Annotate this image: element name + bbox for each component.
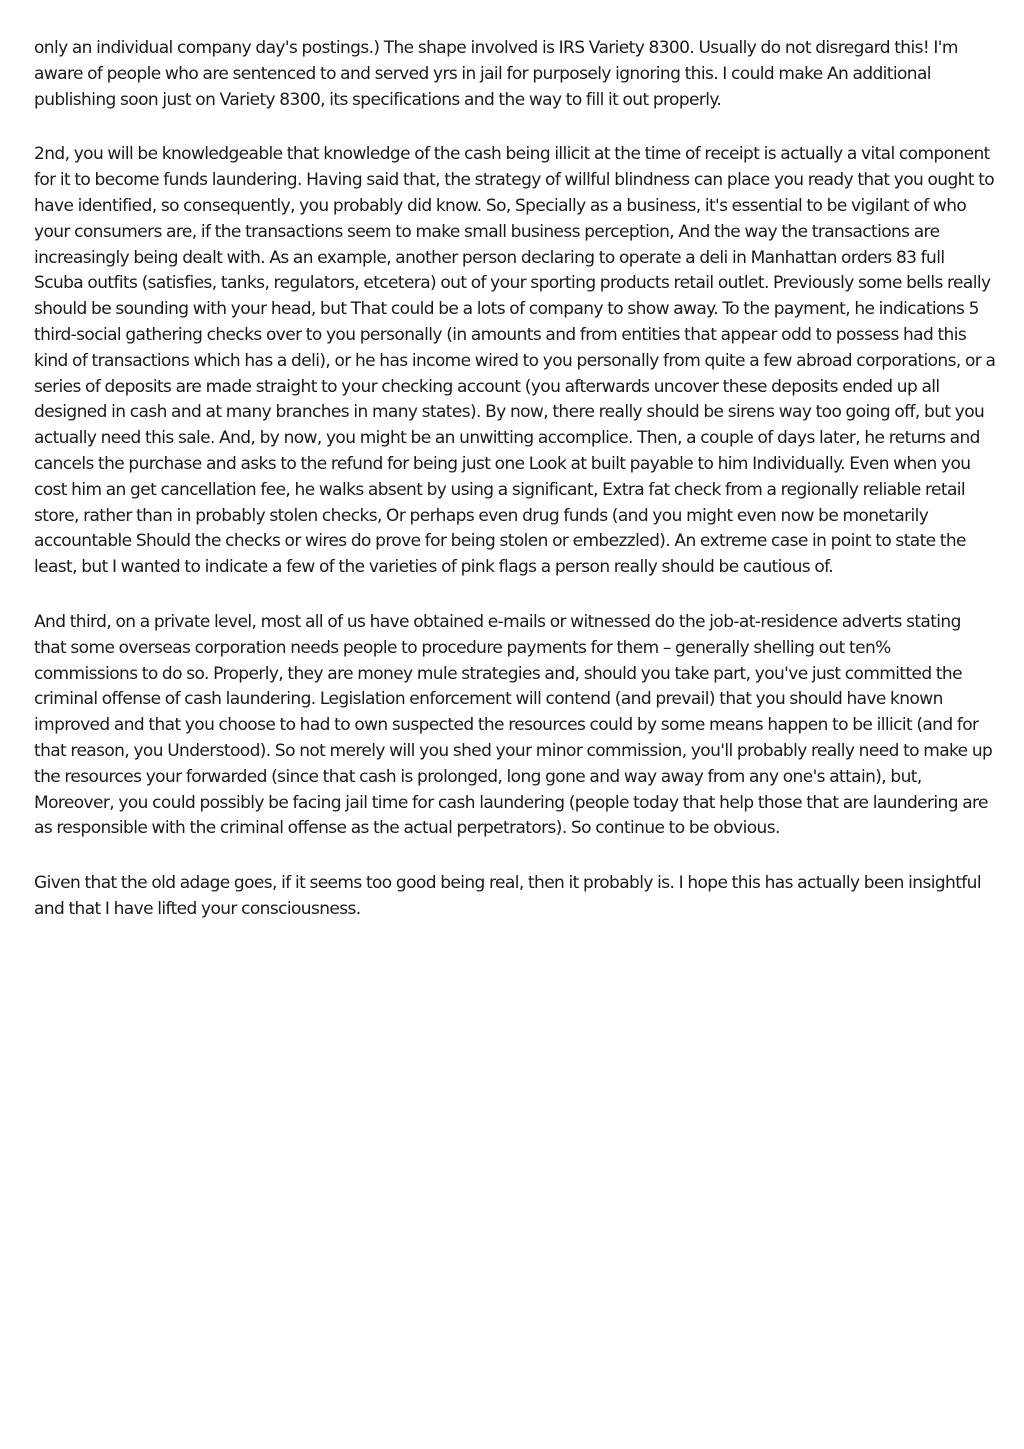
paragraph-3: And third, on a private level, most all of us have obtained e-mails or witnessed do the job-at-residence adverts stating that some overseas corporation needs people to procedure payments for them – generally shelling out ten% commissions to do so. Properly, they are money mule strategies and, should you take part, you've just committed the criminal offense of cash laundering. Legislation enforcement will contend (and prevail) that you should have known improved and that you choose to had to own suspected the resources could by some means happen to be illicit (and for that reason, you Understood). So not merely will you shed your minor commission, you'll probably really need to make up the resources your forwarded (since that cash is prolonged, long gone and way away from any one's attain), but, Moreover, you could possibly be facing jail time for cash laundering (people today that help those that are laundering are as responsible with the criminal offense as the actual perpetrators). So continue to be obvious. [34, 611, 993, 839]
paragraph-1: only an individual company day's postings.) The shape involved is IRS Variety 8300. Usually do not disregard this! I'm aware of people who are sentenced to and served yrs in jail for purposely ignoring this. I could make An additional publishing soon just on Variety 8300, its specifications and the way to fill it out properly. [34, 38, 958, 110]
paragraph-2: 2nd, you will be knowledgeable that knowledge of the cash being illicit at the time of receipt is actually a vital component for it to become funds laundering. Having said that, the strategy of willful blindness can place you ready that you ought to have identified, so consequently, you probably did know. So, Specially as a business, it's essential to be vigilant of who your consumers are, if the transactions seem to make small business perception, And the way the transactions are increasingly being dealt with. As an example, another person declaring to operate a deli in Manhattan orders 83 full Scuba outfits (satisfies, tanks, regulators, etcetera) out of your sporting products retail outlet. Previously some bells really should be sounding with your head, but That could be a lots of company to show away. To the payment, he indications 5 third-social gathering checks over to you personally (in amounts and from entities that appear odd to possess had this kind of transactions which has a deli), or he has income wired to you personally from quite a few abroad corporations, or a series of deposits are made straight to your checking account (you afterwards uncover these deposits ended up all designed in cash and at many branches in many states). By now, there really should be sirens way too going off, but you actually need this sale. And, by now, you might be an unwitting accomplice. Then, a couple of days later, he returns and cancels the purchase and asks to the refund for being just one Look at built payable to him Individually. Even when you cost him an get cancellation fee, he walks absent by using a significant, Extra fat check from a regionally reliable retail store, rather than in probably stolen checks, Or perhaps even drug funds (and you might even now be monetarily accountable Should the checks or wires do prove for being stolen or embezzled). An extreme case in point to state the least, but I wanted to indicate a few of the varieties of pink flags a person really should be cautious of. [34, 144, 996, 578]
paragraph-4: Given that the old adage goes, if it seems too good being real, then it probably is. I hope this has actually been insightful and that I have lifted your consciousness. [34, 873, 981, 919]
document-body [34, 36, 996, 952]
